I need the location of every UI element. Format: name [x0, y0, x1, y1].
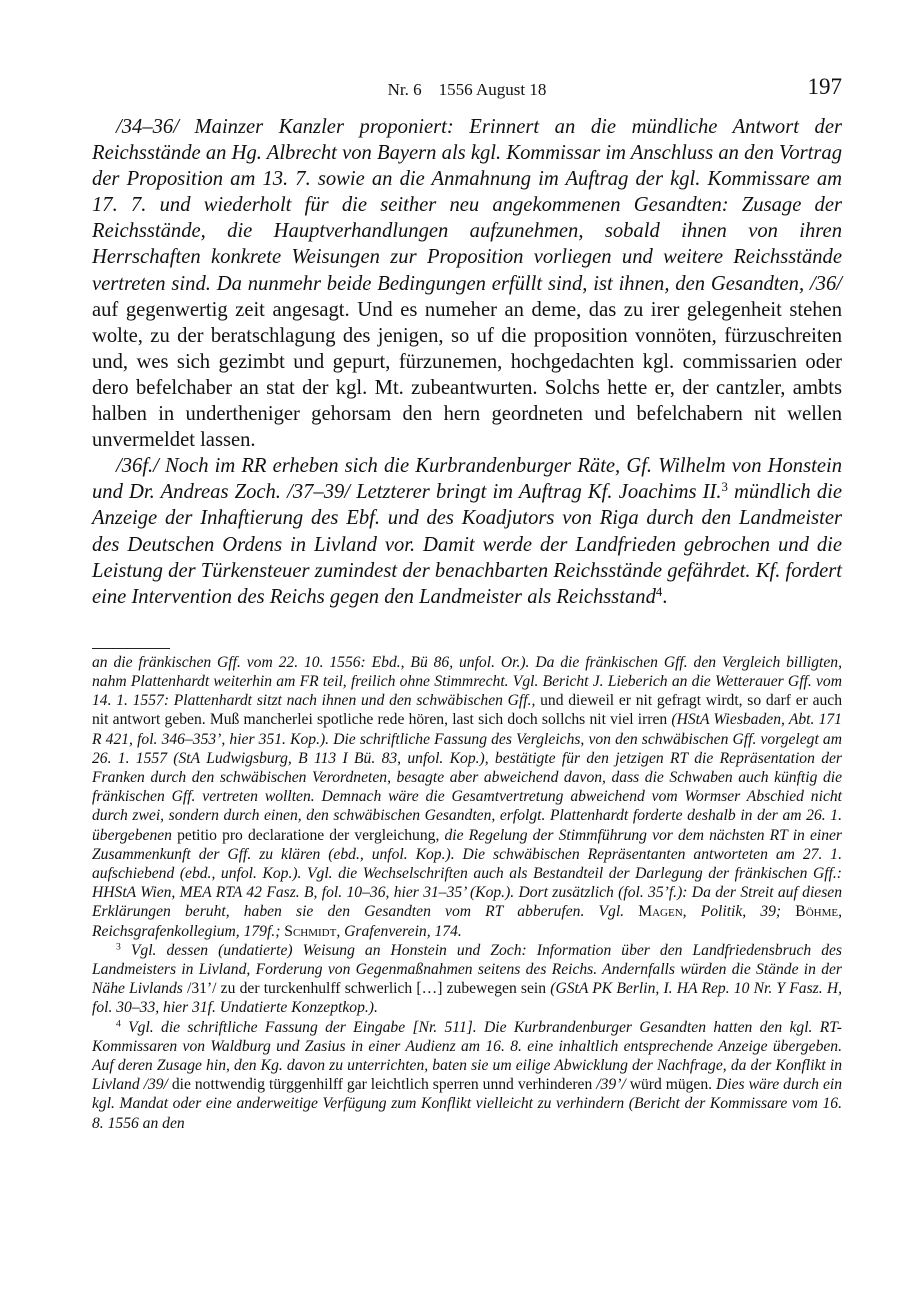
fn-author: Schmidt — [280, 922, 337, 940]
main-text — [92, 114, 842, 610]
fn-quote: die nottwendig türggenhilff gar leichtlich sperren unnd verhinderen — [167, 1076, 597, 1094]
fn-quote: petitio pro declaratione der vergleichung, — [171, 826, 445, 844]
paragraph-kurbrandenburg — [92, 453, 842, 610]
fn-italic: Dies wäre durch ein kgl. Mandat oder eine anderweitige Verfügung zum Konflikt vielleicht zu verhindern (Bericht der Kommissare vom 16. 8. 1556 an den — [92, 1076, 842, 1132]
paragraph-proposition — [92, 114, 842, 453]
fn-quote: und dieweil er nit gefragt wirdt, so darf er auch nit antwort geben. Muß mancherlei spotliche rede hören, last sich doch sollchs nit viel irren — [92, 692, 843, 729]
fn-author: Böhme — [781, 903, 839, 921]
fn-italic: an die fränkischen Gff. vom 22. 10. 1556: Ebd., Bü 86, unfol. Or.). Da die fränkischen Gff. den Vergleich billigten, nahm Plattenhardt weiterhin am FR teil, freilich ohne Stimmrecht. Vgl. Bericht J. Lieberich an die Wetterauer Gff. vom 14. 1. 1557: Plattenhardt sitzt nach ihnen und den schwäbischen Gff., — [92, 653, 842, 710]
fn-italic: , Reichsgrafenkollegium, 179f.; — [92, 903, 842, 940]
fn-italic: Vgl. die schriftliche Fassung der Eingabe [Nr. 511]. Die Kurbrandenburger Gesandten hatten den kgl. RT-Kommissaren von Waldburg und Zasius in einer Audienz am 16. 8. eine inhaltlich entsprechende Anzeige übergeben. Auf deren Zusage hin, den Kg. davon zu unterrichten, baten sie um eilige Abwicklung der Nachfrage, da der Konflikt in Livland /39/ — [92, 1018, 842, 1094]
fn-quote: /31’/ zu der turckenhulff schwerlich […] zubewegen sein — [182, 980, 551, 998]
footnote-ref-4[interactable]: 4 — [655, 584, 663, 599]
final-period: . — [662, 585, 668, 608]
fn-quote: würd mügen. — [625, 1076, 717, 1094]
fn-italic: die Regelung der Stimmführung vor dem nächsten RT in einer Zusammenkunft der Gff. zu klären (ebd., unfol. Kop.). Die schwäbischen Repräsentanten antworteten am 27. 1. aufschiebend (ebd., unfol. Kop.). Vgl. die Wechselschriften auch als Bestandteil der Darlegung der fränkischen Gff.: HHStA Wien, MEA RTA 42 Fasz. B, fol. 10–36, hier 31–35’ (Kop.). Dort zusätzlich (fol. 35’f.): Da der Streit auf diesen Erklärungen beruht, haben sie den Gesandten vom RT abberufen. Vgl. — [92, 826, 843, 921]
footnotes — [92, 653, 842, 1133]
fn-italic: , Politik, 39; — [682, 903, 782, 921]
page-number: 197 — [807, 74, 842, 99]
footnote-divider — [92, 648, 170, 649]
footnote-ref-3[interactable]: 3 — [721, 480, 728, 495]
fn-italic: (GStA PK Berlin, I. HA Rep. 10 Nr. Y Fasz. H, fol. 30–33, hier 31f. Undatierte Konzeptkop.). — [92, 980, 842, 1017]
fn-author: Magen — [624, 903, 683, 921]
fn-italic: /39’/ — [596, 1076, 626, 1094]
running-head: Nr. 6 1556 August 18 — [387, 80, 547, 99]
editorial-summary: /36f./ Noch im RR erheben sich die Kurbrandenburger Räte, Gf. Wilhelm von Honstein und Dr. Andreas Zoch. /37–39/ Letzterer bringt im Auftrag Kf. Joachims II. — [92, 455, 842, 504]
document-page — [92, 74, 842, 1133]
footnote-number: 4 — [116, 1018, 121, 1030]
page-header — [92, 74, 842, 106]
footnote-number: 3 — [116, 941, 121, 953]
footnote-continued — [92, 653, 842, 941]
fn-italic: Vgl. dessen (undatierte) Weisung an Honstein und Zoch: Information über den Landfriedensbruch des Landmeisters in Livland, Forderung von Gegenmaßnahmen seitens des Reichs. Andernfalls würden die Stände in der Nähe Livlands — [92, 941, 842, 998]
footnote-4 — [92, 1018, 842, 1133]
fn-italic: , Grafenverein, 174. — [336, 922, 462, 940]
source-quotation: auf gegenwertig zeit angesagt. Und es numeher an deme, das zu irer gelegenheit stehen wolte, zu der beratschlagung des jenigen, so uf die proposition vonnöten, fürzuschreiten und, wes sich gezimbt und gepurt, fürzunemen, hochgedachten kgl. commissarien oder dero befelchaber an stat der kgl. Mt. zubeantwurten. Solchs hette er, der cantzler, ambts halben in undertheniger gehorsam den hern geordneten und befelchabern nit wellen unvermeldet lassen. — [92, 298, 842, 452]
editorial-summary-cont: mündlich die Anzeige der Inhaftierung des Ebf. und des Koadjutors von Riga durch den Landmeister des Deutschen Ordens in Livland vor. Damit werde der Landfrieden gebrochen und die Leistung der Türkensteuer zumindest der benachbarten Reichsstände gefährdet. Kf. fordert eine Intervention des Reichs gegen den Landmeister als Reichsstand — [92, 481, 842, 608]
fn-italic: (HStA Wiesbaden, Abt. 171 R 421, fol. 346–353’, hier 351. Kop.). Die schriftliche Fassung des Vergleichs, von den schwäbischen Gff. vorgelegt am 26. 1. 1557 (StA Ludwigsburg, B 113 I Bü. 83, unfol. Kop.), bestätigte für den jetzigen RT die Repräsentation der Franken durch den schwäbischen Verordneten, besagte aber abweichend davon, dass die Schwaben auch künftig die fränkischen Gff. vertreten wollten. Demnach wäre die Gesamtvertretung abweichend vom Wormser Abschied nicht durch zwei, sondern durch einen, den schwäbischen Gesandten, erfolgt. Plattenhardt forderte deshalb in der am 26. 1. übergebenen — [92, 711, 842, 844]
editorial-summary: /34–36/ Mainzer Kanzler proponiert: Erinnert an die mündliche Antwort der Reichsstände an Hg. Albrecht von Bayern als kgl. Kommissar im Anschluss an den Vortrag der Proposition am 13. 7. sowie an die Anmahnung im Auftrag der kgl. Kommissare am 17. 7. und wiederholt für die seither neu angekommenen Gesandten: Zusage der Reichsstände, die Hauptverhandlungen aufzunehmen, sobald ihnen von ihren Herrschaften konkrete Weisungen zur Proposition vorliegen und weitere Reichsstände vertreten sind. Da nunmehr beide Bedingungen erfüllt sind, ist ihnen, den Gesandten, /36/ — [92, 116, 842, 295]
footnote-3 — [92, 941, 842, 1018]
